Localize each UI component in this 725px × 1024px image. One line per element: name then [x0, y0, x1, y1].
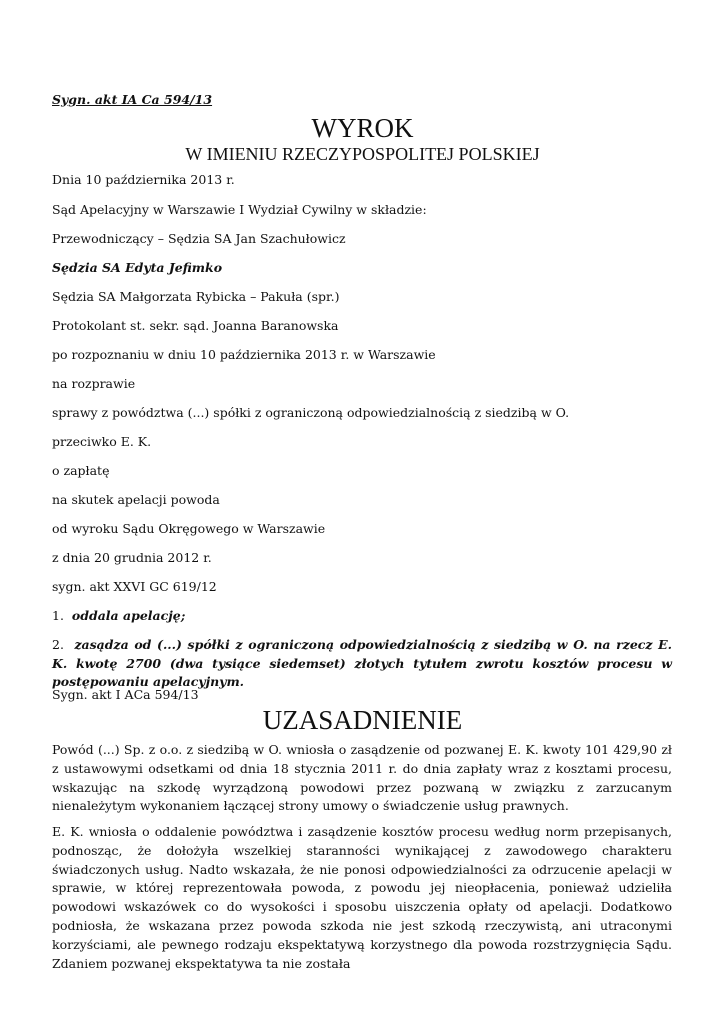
- document-subtitle: W IMIENIU RZECZYPOSPOLITEJ POLSKIEJ: [185, 144, 540, 164]
- judgment-date: Dnia 10 października 2013 r.: [52, 172, 235, 187]
- presiding-judge: Przewodniczący – Sędzia SA Jan Szachułowicz: [52, 231, 346, 246]
- judge-line: Sędzia SA Edyta Jefimko: [52, 260, 223, 275]
- ruling-text: zasądza od (...) spółki z ograniczoną odpowiedzialnością z siedzibą w O. na rzecz E. K. kwotę 2700 (dwa tysiące siedemset) złotych tytułem zwrotu kosztów procesu w postępowaniu apelacyjnym.: [52, 637, 672, 689]
- lower-court-line: od wyroku Sądu Okręgowego w Warszawie: [52, 521, 326, 536]
- case-parties-line: sprawy z powództwa (...) spółki z ograniczoną odpowiedzialnością z siedzibą w O.: [52, 405, 570, 420]
- ruling-item: [52, 608, 185, 624]
- justification-case-reference: Sygn. akt I ACa 594/13: [52, 687, 199, 702]
- lower-judgment-date: z dnia 20 grudnia 2012 r.: [52, 550, 212, 565]
- defendant-line: przeciwko E. K.: [52, 434, 152, 449]
- claim-line: o zapłatę: [52, 463, 110, 478]
- justification-paragraph: Powód (...) Sp. z o.o. z siedzibą w O. wniosła o zasądzenie od pozwanej E. K. kwoty 101 429,90 zł z ustawowymi odsetkami od dnia 18 stycznia 2011 r. do dnia zapłaty wraz z kosztami procesu, wskazując na szkodę wyrządzoną powodowi przez pozwaną w związku z zarzucanym nienależytym wykonaniem łączącej strony umowy o świadczenie usług prawnych.: [52, 742, 672, 814]
- lower-judgment-ref: sygn. akt XXVI GC 619/12: [52, 579, 217, 594]
- justification-title: UZASADNIENIE: [262, 705, 463, 735]
- document-title: WYROK: [311, 113, 414, 143]
- court-name: Sąd Apelacyjny w Warszawie I Wydział Cywilny w składzie:: [52, 202, 427, 217]
- ruling-number: 2.: [52, 637, 64, 652]
- ruling-text: oddala apelację;: [71, 608, 186, 623]
- judge-line: Sędzia SA Małgorzata Rybicka – Pakuła (spr.): [52, 289, 340, 304]
- ruling-number: 1.: [52, 608, 64, 623]
- trial-line: na rozprawie: [52, 376, 136, 391]
- justification-paragraph: E. K. wniosła o oddalenie powództwa i zasądzenie kosztów procesu według norm przepisanych, podnosząc, że dołożyła wszelkiej staranności wynikającej z zawodowego charakteru świadczonych usług. Nadto wskazała, że nie ponosi odpowiedzialności za odrzucenie apelacji w sprawie, w której reprezentowała powoda, z powodu jej nieopłacenia, ponieważ udzieliła powodowi wskazówek co do wysokości i sposobu uiszczenia opłaty od apelacji. Dodatkowo podniosła, że wskazana przez powoda szkoda nie jest szkodą rzeczywistą, ani utraconymi korzyściami, ale pewnego rodzaju ekspektatywą korzystnego dla powoda rozstrzygnięcia Sądu. Zdaniem pozwanej ekspektatywa ta nie została: [52, 824, 672, 971]
- hearing-line: po rozpoznaniu w dniu 10 października 2013 r. w Warszawie: [52, 347, 436, 362]
- court-clerk: Protokolant st. sekr. sąd. Joanna Baranowska: [52, 318, 339, 333]
- appeal-line: na skutek apelacji powoda: [52, 492, 220, 507]
- case-reference: Sygn. akt IA Ca 594/13: [52, 92, 213, 107]
- ruling-item: [52, 636, 672, 692]
